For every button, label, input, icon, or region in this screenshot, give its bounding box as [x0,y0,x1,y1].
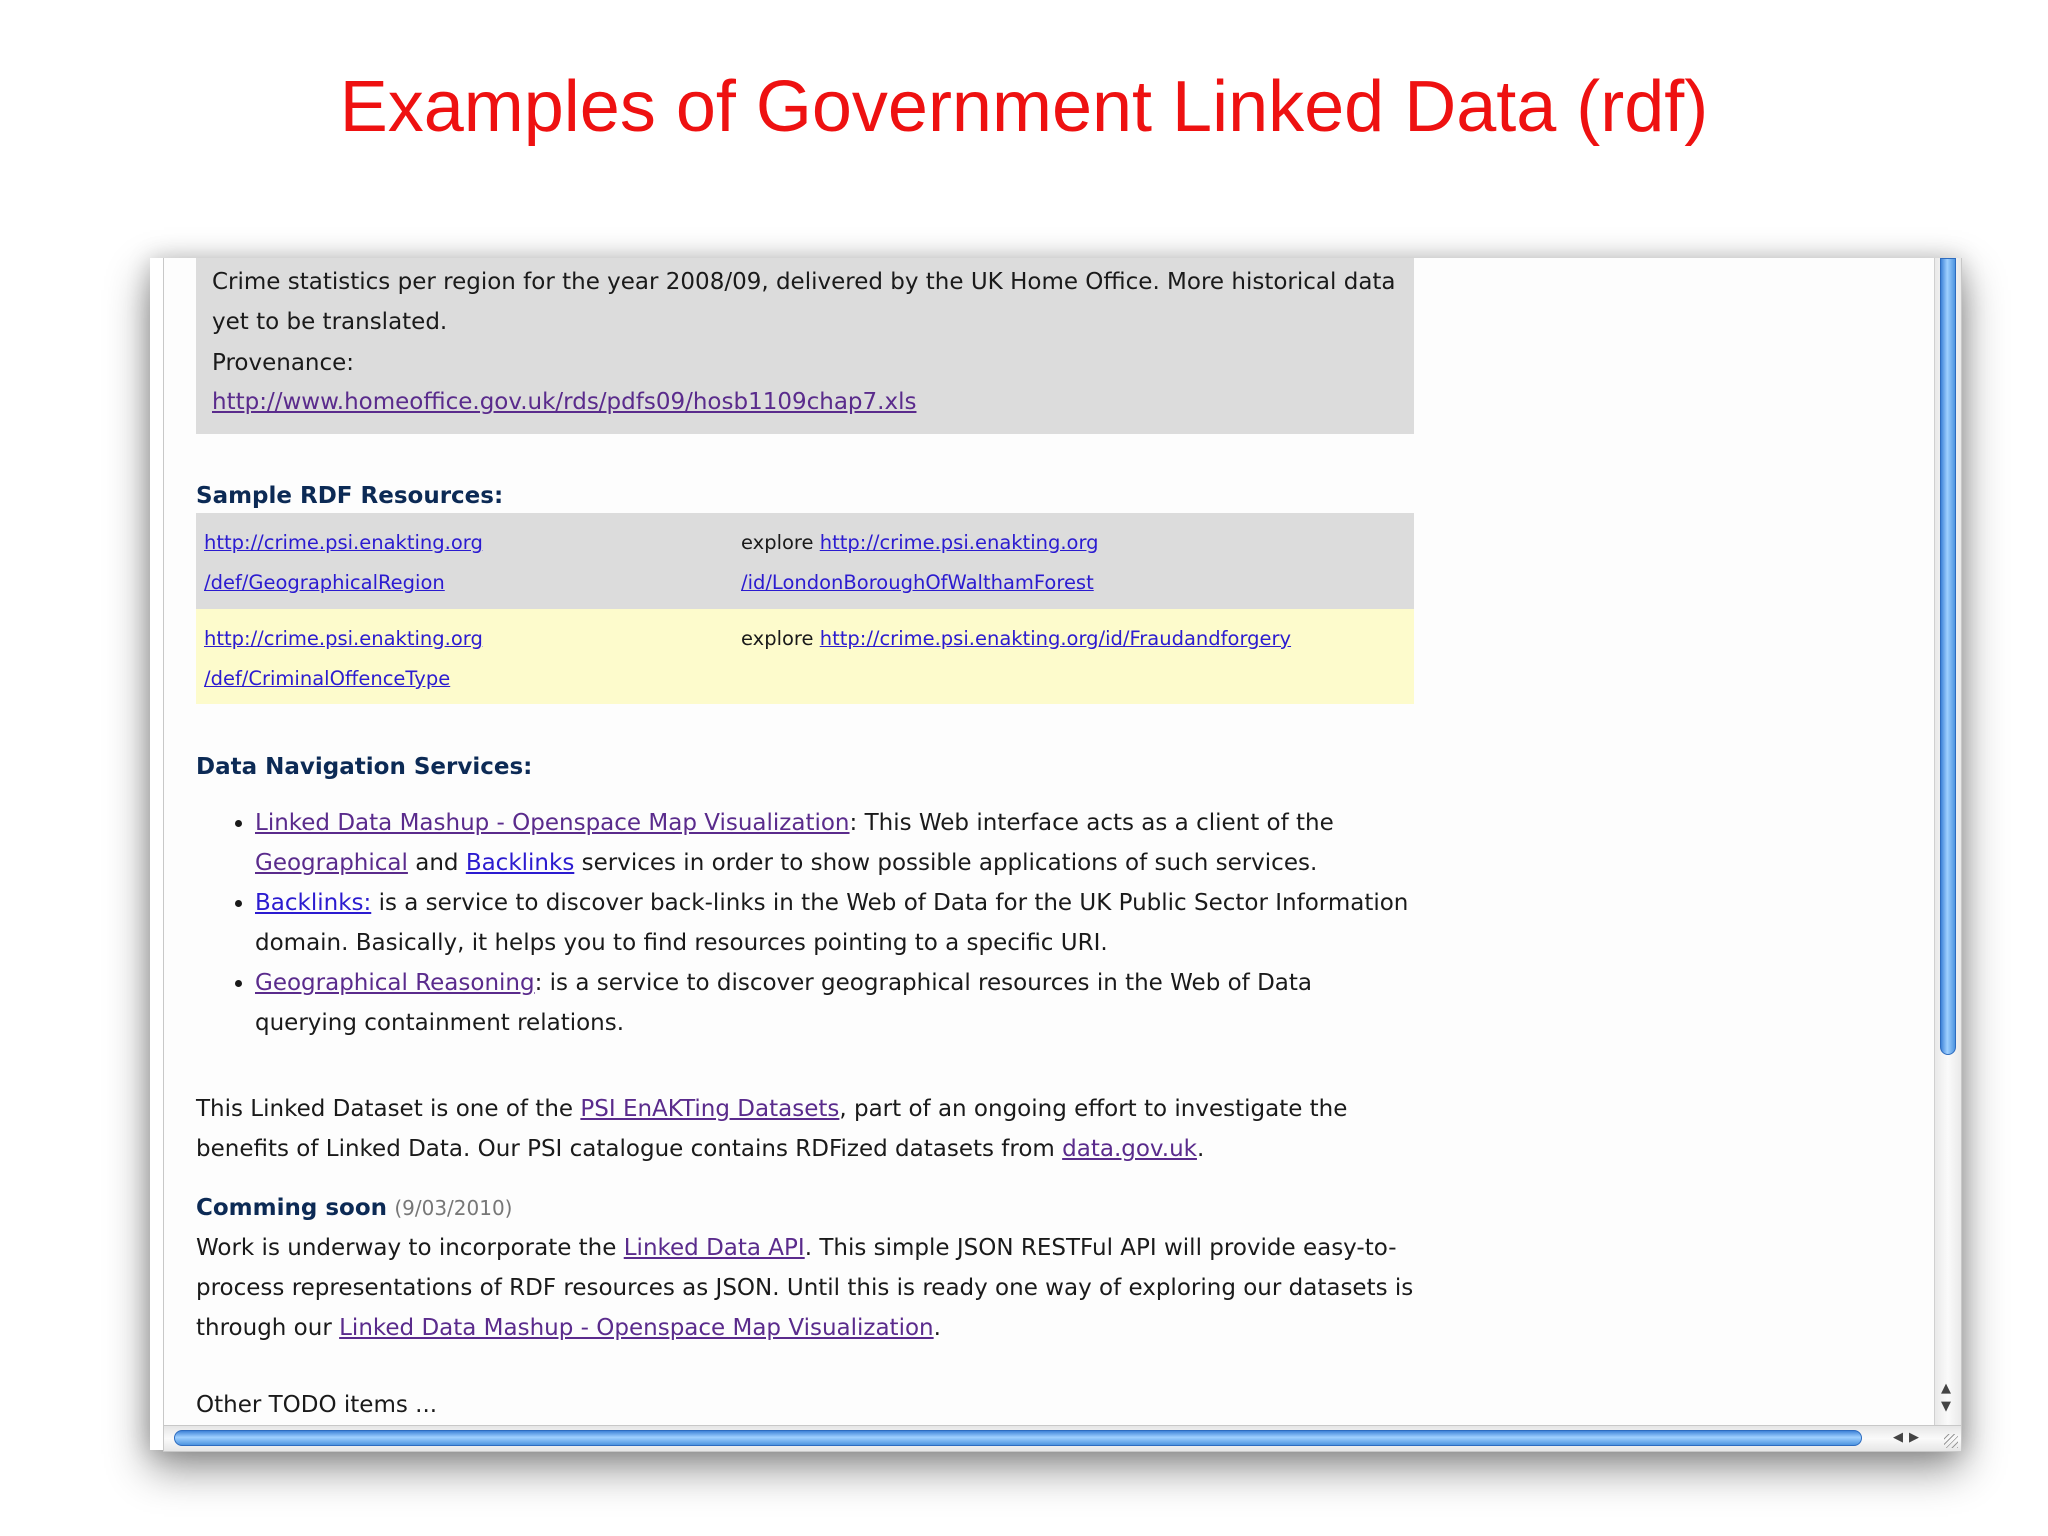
web-page-content [164,258,1934,1426]
table-row [196,609,1414,704]
mashup-link[interactable]: Linked Data Mashup - Openspace Map Visualization [255,810,850,836]
explore-cell [741,523,1401,603]
data-gov-uk-link[interactable]: data.gov.uk [1062,1136,1197,1162]
provenance-label: Provenance: [212,350,355,376]
explore-link-fraud-and-forgery[interactable]: http://crime.psi.enakting.org/id/Fraudandforgery [819,627,1292,650]
coming-soon-date: (9/03/2010) [394,1196,513,1220]
list-item-text: is a service to discover back-links in the Web of Data for the UK Public Sector Information domain. Basically, it helps you to find resources pointing to a specific URI. [255,890,1409,956]
table-row [196,513,1414,609]
paragraph-text: This Linked Dataset is one of the [196,1096,574,1122]
sample-rdf-resources-heading: Sample RDF Resources: [196,483,504,509]
mashup-link-bottom[interactable]: Linked Data Mashup - Openspace Map Visualization [339,1315,934,1341]
dataset-info-paragraph [196,1089,1416,1169]
resize-grip-icon[interactable] [1944,1434,1958,1448]
explore-label: explore [741,531,814,554]
coming-soon-heading-line [196,1188,1416,1228]
paragraph-text: . [933,1315,941,1341]
geographical-reasoning-link[interactable]: Geographical Reasoning [255,970,535,996]
data-navigation-services-heading: Data Navigation Services: [196,754,533,780]
resource-link-line: http://crime.psi.enakting.org [204,627,483,650]
list-item-text: : is a service to discover geographical resources in the Web of Data querying containment relations. [255,970,1313,1036]
resource-link-line: http://crime.psi.enakting.org [204,531,483,554]
linked-data-api-link[interactable]: Linked Data API [623,1235,805,1261]
list-item-text: and [415,850,459,876]
backlinks-link[interactable]: Backlinks [465,850,575,876]
provenance-link[interactable]: http://www.homeoffice.gov.uk/rds/pdfs09/hosb1109chap7.xls [212,389,917,415]
resource-cell [204,523,704,603]
psi-enakting-datasets-link[interactable]: PSI EnAKTing Datasets [580,1096,840,1122]
explore-link-line: /id/LondonBoroughOfWalthamForest [741,571,1094,594]
horizontal-scroll-arrows [1893,1430,1925,1445]
explore-cell [741,619,1401,659]
scroll-up-arrow-icon[interactable]: ▲ [1941,1381,1951,1396]
geographical-link[interactable]: Geographical [255,850,408,876]
list-item-text: : This Web interface acts as a client of the [849,810,1334,836]
slide-title: Examples of Government Linked Data (rdf) [339,67,1709,147]
list-item-text: services in order to show possible applications of such services. [581,850,1318,876]
scroll-left-arrow-icon[interactable]: ◀ [1893,1430,1909,1445]
horizontal-scrollbar[interactable] [164,1425,1961,1451]
resource-link-line: /def/CriminalOffenceType [204,667,451,690]
resource-cell [204,619,704,699]
navigation-services-list [222,803,1415,1043]
backlinks-service-link[interactable]: Backlinks: [255,890,372,916]
todo-text: Other TODO items ... [196,1392,438,1418]
list-item [255,963,1415,1043]
paragraph-text: . This simple JSON RESTFul API will provide easy-to-process representations of RDF resources as JSON. Until this is ready one way of exploring our datasets is through our [196,1235,1414,1341]
coming-soon-heading: Comming soon [196,1195,388,1221]
vertical-scroll-thumb[interactable] [1940,258,1956,1055]
paragraph-text: Work is underway to incorporate the [196,1235,617,1261]
vertical-scrollbar[interactable] [1934,258,1961,1426]
resource-link-criminal-offence-type[interactable] [204,627,483,690]
explore-label: explore [741,627,814,650]
coming-soon-paragraph [196,1228,1416,1348]
paragraph-text: , part of an ongoing effort to investigate the benefits of Linked Data. Our PSI catalogue contains RDFized datasets from [196,1096,1348,1162]
explore-link-line: http://crime.psi.enakting.org [819,531,1099,554]
scroll-right-arrow-icon[interactable]: ▶ [1909,1430,1925,1445]
horizontal-scroll-thumb[interactable] [174,1430,1862,1446]
paragraph-text: . [1196,1136,1205,1162]
resource-link-line: /def/GeographicalRegion [204,571,445,594]
browser-window [163,258,1962,1452]
list-item [255,883,1415,963]
resource-link-geographical-region[interactable] [204,531,483,594]
dataset-description-text: Crime statistics per region for the year 2008/09, delivered by the UK Home Office. More historical data yet to be translated. [212,269,1396,335]
list-item [255,803,1415,883]
scroll-down-arrow-icon[interactable]: ▼ [1941,1399,1951,1414]
dataset-description-box [196,258,1414,434]
sample-rdf-resources-table [196,513,1414,704]
